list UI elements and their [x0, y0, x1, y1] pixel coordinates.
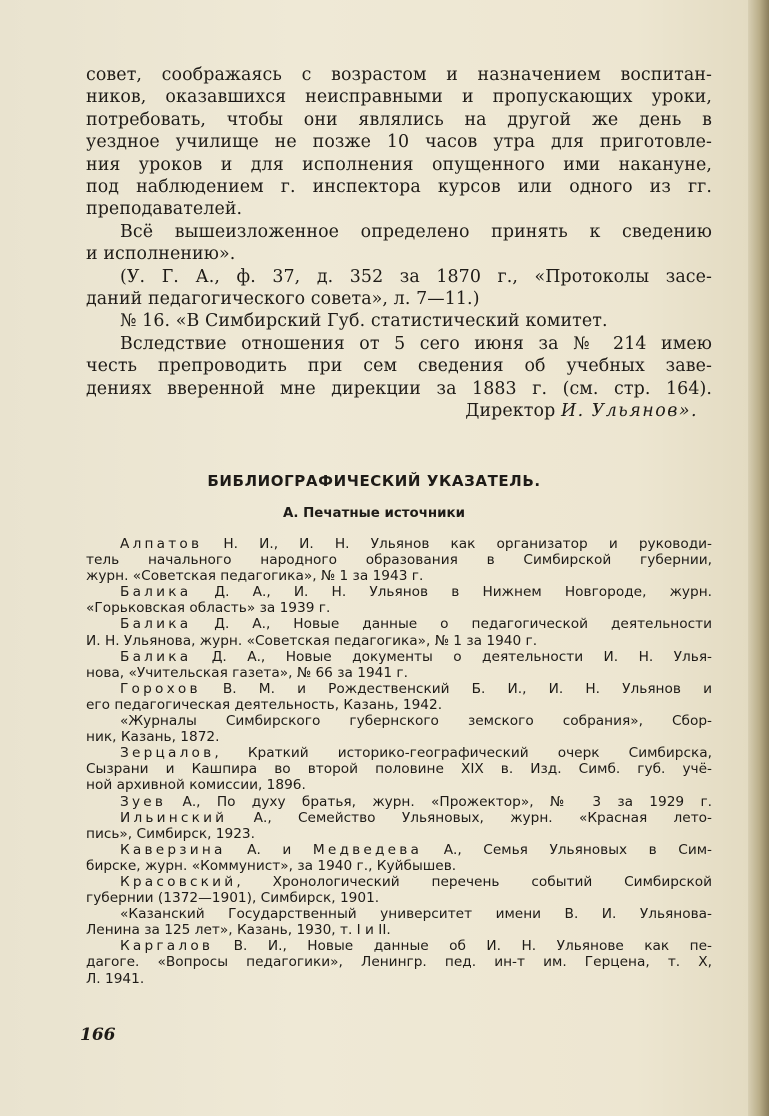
bib-entry-line: Ильинский А., Семейство Ульяновых, журн. «Красная лето-: [120, 809, 712, 826]
bib-entry-line: Красовский, Хронологический перечень событий Симбирской: [120, 873, 712, 890]
archive-reference: (У. Г. А., ф. 37, д. 352 за 1870 г., «Протоколы засе-: [120, 266, 712, 287]
page-edge: [748, 0, 769, 1116]
bib-entry-line: нова, «Учительская газета», № 66 за 1941 г.: [86, 664, 408, 681]
text-line: дениях вверенной мне дирекции за 1883 г. (см. стр. 164).: [86, 378, 712, 399]
bib-entry-line: Зуев А., По духу братья, журн. «Прожектор», № 3 за 1929 г.: [120, 793, 712, 810]
bib-entry-line: «Казанский Государственный университет имени В. И. Ульянова-: [120, 906, 712, 923]
bib-entry-line: Ленина за 125 лет», Казань, 1930, т. I и II.: [86, 922, 391, 939]
signature-name: И. Ульянов».: [560, 401, 698, 422]
bib-entry-line: Каверзина А. и Медведева А., Семья Ульяновых в Сим-: [120, 841, 712, 858]
bib-entry-line: «Журналы Симбирского губернского земского собрания», Сбор-: [120, 713, 712, 730]
bib-entry-line: «Горьковская область» за 1939 г.: [86, 600, 331, 617]
bib-entry-line: Балика Д. А., Новые данные о педагогической деятельности: [120, 616, 712, 633]
signature-position: Директор: [465, 401, 556, 422]
bib-entry-line: дагоге. «Вопросы педагогики», Ленингр. пед. ин-т им. Герцена, т. X,: [86, 954, 712, 971]
bib-entry-line: ник, Казань, 1872.: [86, 729, 220, 746]
text-line: честь препроводить при сем сведения об учебных заве-: [86, 356, 712, 377]
page-number: 166: [80, 1025, 116, 1045]
bib-entry-line: Л. 1941.: [86, 970, 145, 987]
bib-entry-line: пись», Симбирск, 1923.: [86, 825, 255, 842]
text-line: потребовать, чтобы они являлись на другой же день в: [86, 109, 712, 130]
bib-entry-line: Балика Д. А., Новые документы о деятельности И. Н. Улья-: [120, 648, 712, 665]
text-line: совет, соображаясь с возрастом и назначением воспитан-: [86, 65, 712, 85]
bib-entry-line: Сызрани и Кашпира во второй половине XIX в. Изд. Симб. губ. учё-: [86, 761, 712, 778]
bib-entry-line: Алпатов Н. И., И. Н. Ульянов как организатор и руководи-: [120, 536, 712, 552]
bib-entry-line: тель начального народного образования в Симбирской губернии,: [86, 552, 712, 569]
bib-entry-line: Балика Д. А., И. Н. Ульянов в Нижнем Новгороде, журн.: [120, 584, 712, 601]
bib-entry-line: ной архивной комиссии, 1896.: [86, 777, 306, 794]
text-line: ния уроков и для исполнения опущенного ими накануне,: [86, 154, 712, 175]
letter-text: [86, 64, 712, 423]
bib-entry-line: губернии (1372—1901), Симбирск, 1901.: [86, 890, 380, 907]
bib-entry-line: И. Н. Ульянова, журн. «Советская педагогика», № 1 за 1940 г.: [86, 632, 538, 649]
text-line: и исполнению».: [86, 244, 236, 265]
text-line: преподавателей.: [86, 199, 243, 220]
signature: [86, 400, 712, 422]
bib-entry-line: журн. «Советская педагогика», № 1 за 1943 г.: [86, 568, 424, 585]
text-line: Вследствие отношения от 5 сего июня за № 214 имею: [120, 333, 712, 354]
bib-entry-line: Горохов В. М. и Рождественский Б. И., И. Н. Ульянов и: [120, 680, 712, 697]
text-line: под наблюдением г. инспектора курсов или одного из гг.: [86, 177, 712, 198]
text-line: уездное училище не позже 10 часов утра для приготовле-: [86, 132, 712, 153]
section-heading: А. Печатные источники: [282, 506, 466, 521]
bib-entry-line: бирске, журн. «Коммунист», за 1940 г., Куйбышев.: [86, 857, 457, 874]
text-line: ников, оказавшихся неисправными и пропускающих уроки,: [86, 87, 712, 108]
bibliography-list: [86, 536, 712, 987]
text-line: Всё вышеизложенное определено принять к сведению: [120, 221, 712, 242]
text-line: даний педагогического совета», л. 7—11.): [86, 289, 480, 310]
bibliography-heading: БИБЛИОГРАФИЧЕСКИЙ УКАЗАТЕЛЬ.: [207, 472, 541, 490]
bib-entry-line: его педагогическая деятельность, Казань, 1942.: [86, 696, 443, 713]
document-title: № 16. «В Симбирский Губ. статистический комитет.: [120, 311, 608, 332]
bib-entry-line: Зерцалов, Краткий историко-географический очерк Симбирска,: [120, 745, 712, 762]
bib-entry-line: Каргалов В. И., Новые данные об И. Н. Ульянове как пе-: [120, 938, 712, 955]
